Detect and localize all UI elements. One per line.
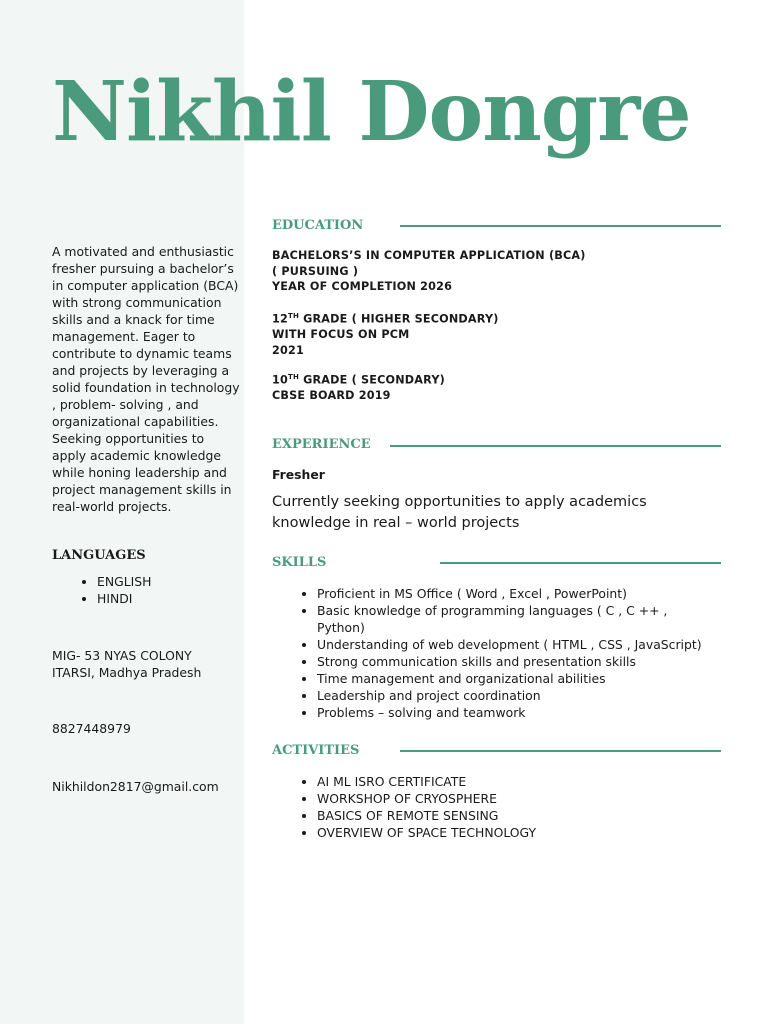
language-item: • ENGLISH [97,573,151,590]
experience-title: Fresher [272,467,325,482]
address-line: ITARSI, Madhya Pradesh [52,665,202,680]
language-item: • HINDI [97,590,151,607]
edu-line [272,370,445,388]
education-heading: EDUCATION [272,218,364,233]
skills-heading: SKILLS [272,555,327,570]
section-divider [400,750,721,752]
address-line: MIG- 53 NYAS COLONY [52,648,192,663]
grade-suffix: TH [287,312,300,320]
activity-item: • BASICS OF REMOTE SENSING [317,807,712,824]
skill-item: • Problems – solving and teamwork [317,704,712,721]
grade-number: 10 [272,373,288,387]
skill-item: • Proficient in MS Office ( Word , Excel , PowerPoint) [317,585,712,602]
activity-item: • AI ML ISRO CERTIFICATE [317,773,712,790]
activity-item: • OVERVIEW OF SPACE TECHNOLOGY [317,824,712,841]
skills-list [272,585,712,721]
resume-name: Nikhil Dongre [52,64,691,160]
phone-number: 8827448979 [52,721,131,736]
email-address: Nikhildon2817@gmail.com [52,779,219,794]
activities-list [272,773,712,841]
edu-line [272,309,499,327]
education-entry-12th [272,309,499,358]
edu-line: BACHELORS’S IN COMPUTER APPLICATION (BCA) [272,249,586,262]
grade-number: 12 [272,312,288,326]
grade-text: GRADE ( SECONDARY) [299,373,445,387]
skill-item: • Time management and organizational abilities [317,670,712,687]
languages-list [52,573,151,607]
edu-line: CBSE BOARD 2019 [272,389,391,403]
activities-heading: ACTIVITIES [272,743,360,758]
activity-item: • WORKSHOP OF CRYOSPHERE [317,790,712,807]
skill-item: • Leadership and project coordination [317,687,712,704]
education-entry-bca [272,248,586,295]
section-divider [400,225,721,227]
address [52,647,201,681]
experience-heading: EXPERIENCE [272,437,371,452]
grade-text: GRADE ( HIGHER SECONDARY) [299,312,499,326]
skill-item: • Understanding of web development ( HTML , CSS , JavaScript) [317,636,712,653]
experience-text: Currently seeking opportunities to apply academics knowledge in real – world projects [272,494,647,531]
skill-item: • Basic knowledge of programming languages ( C , C ++ , Python) [317,602,712,636]
edu-line: 2021 [272,343,304,357]
edu-line: WITH FOCUS ON PCM [272,328,410,342]
edu-line: YEAR OF COMPLETION 2026 [272,280,453,293]
grade-suffix: TH [287,373,300,381]
profile-summary: A motivated and enthusiastic fresher pursuing a bachelor’s in computer application (BCA) with strong communication skills and a knack for time management. Eager to contribute to dynamic teams and projects by leveraging a solid foundation in technology , problem- solving , and organizational capabilities. Seeking opportunities to apply academic knowledge while honing leadership and project management skills in real-world projects. [52,244,240,514]
skill-item: • Strong communication skills and presentation skills [317,653,712,670]
edu-line: ( PURSUING ) [272,264,359,278]
section-divider [390,445,721,447]
education-entry-10th [272,370,445,404]
languages-heading: LANGUAGES [52,548,146,563]
section-divider [440,562,721,564]
